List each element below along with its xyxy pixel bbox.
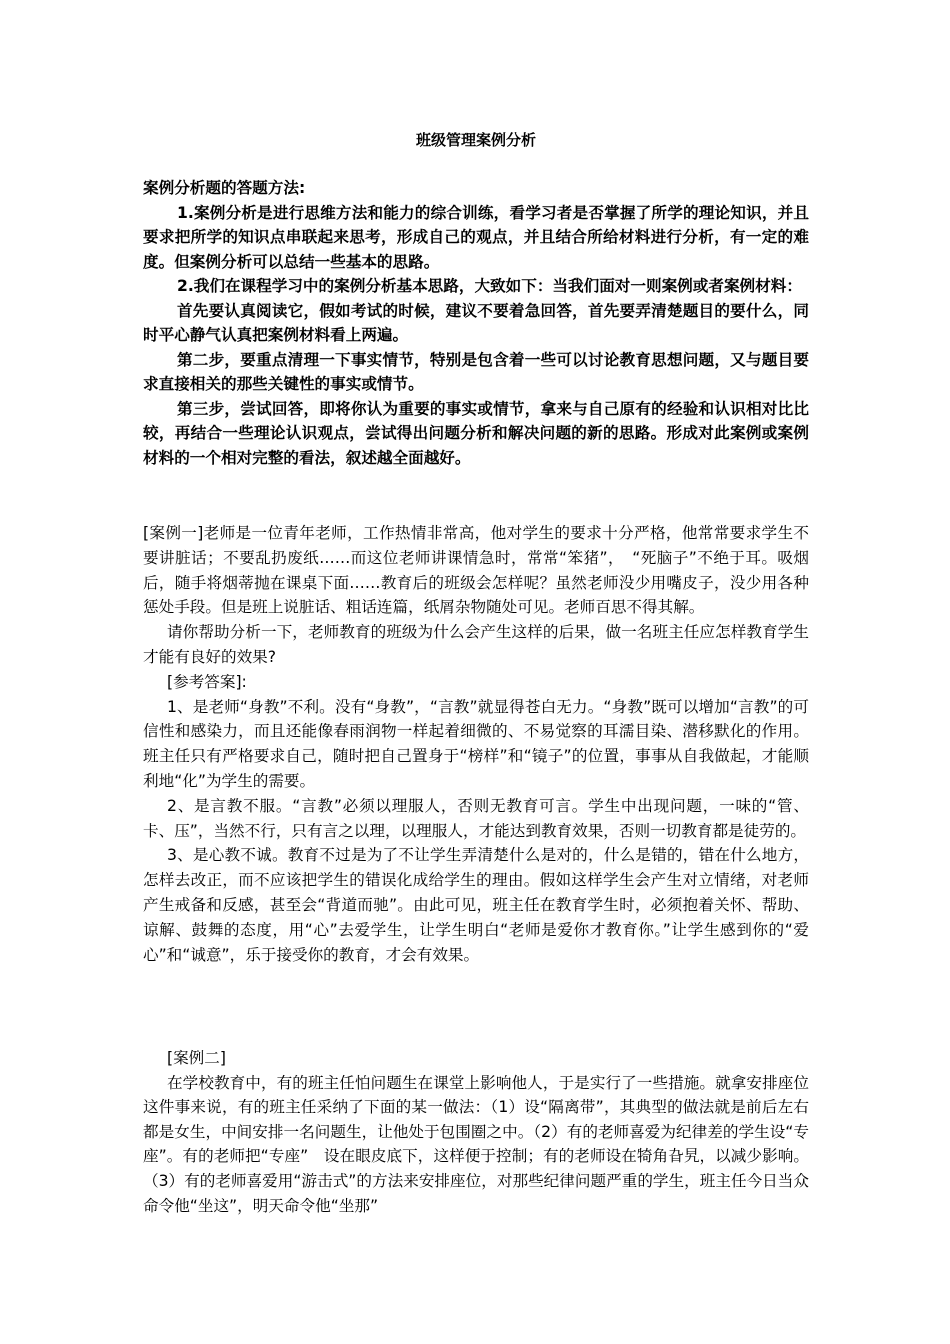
answer-item-2: 2、是言教不服。“言教”必须以理服人，否则无教育可言。学生中出现问题，一味的“管、卡、压”，当然不行，只有言之以理，以理服人，才能达到教育效果，否则一切教育都是徒劳的。 bbox=[143, 796, 809, 840]
method-paragraph-3: 首先要认真阅读它，假如考试的时候，建议不要着急回答，首先要弄清楚题目的要什么，同时平心静气认真把案例材料看上两遍。 bbox=[143, 301, 809, 344]
answer-method-section bbox=[143, 176, 809, 470]
method-paragraph-1: 1.案例分析是进行思维方法和能力的综合训练，看学习者是否掌握了所学的理论知识，并且要求把所学的知识点串联起来思考，形成自己的观点，并且结合所给材料进行分析，有一定的难度。但案例分析可以总结一些基本的思路。 bbox=[143, 203, 809, 271]
method-paragraph-2: 2.我们在课程学习中的案例分析基本思路，大致如下：当我们面对一则案例或者案例材料： bbox=[177, 277, 802, 295]
method-paragraph-5: 第三步，尝试回答，即将你认为重要的事实或情节，拿来与自己原有的经验和认识相对比比较，再结合一些理论认识观点，尝试得出问题分析和解决问题的新的思路。形成对此案例或案例材料的一个相对完整的看法，叙述越全面越好。 bbox=[143, 399, 809, 467]
document-title: 班级管理案例分析 bbox=[415, 131, 536, 149]
case-one-section bbox=[143, 521, 809, 967]
case-one-question: 请你帮助分析一下，老师教育的班级为什么会产生这样的后果，做一名班主任应怎样教育学生才能有良好的效果? bbox=[143, 623, 809, 666]
case-two-label: [案例二] bbox=[167, 1049, 226, 1067]
answer-item-3: 3、是心教不诚。教育不过是为了不让学生弄清楚什么是对的，什么是错的，错在什么地方，怎样去改正，而不应该把学生的错误化成给学生的理由。假如这样学生会产生对立情绪，对老师产生戒备和反感，甚至会“背道而驰”。由此可见，班主任在教育学生时，必须抱着关怀、帮助、谅解、鼓舞的态度，用“心”去爱学生，让学生明白“老师是爱你才教育你。”让学生感到你的“爱心”和“诚意”，乐于接受你的教育，才会有效果。 bbox=[143, 846, 809, 964]
case-one-body: [案例一]老师是一位青年老师，工作热情非常高，他对学生的要求十分严格，他常常要求学生不要讲脏话；不要乱扔废纸……而这位老师讲课情急时，常常“笨猪”， “死脑子”不绝于耳。吸烟后，随手将烟蒂抛在课桌下面……教育后的班级会怎样呢？虽然老师没少用嘴皮子，没少用各种惩处手段。但是班上说脏话、粗话连篇，纸屑杂物随处可见。老师百思不得其解。 bbox=[143, 524, 809, 617]
case-two-section bbox=[143, 1046, 809, 1218]
answer-item-1: 1、是老师“身教”不利。没有“身教”，“言教”就显得苍白无力。“身教”既可以增加“言教”的可信性和感染力，而且还能像春雨润物一样起着细微的、不易觉察的耳濡目染、潜移默化的作用。班主任只有严格要求自己，随时把自己置身于“榜样”和“镜子”的位置，事事从自我做起，才能顺利地“化”为学生的需要。 bbox=[143, 697, 809, 790]
method-heading: 案例分析题的答题方法: bbox=[143, 179, 306, 197]
case-two-body: 在学校教育中，有的班主任怕问题生在课堂上影响他人，于是实行了一些措施。就拿安排座位这件事来说，有的班主任采纳了下面的某一做法：（1）设“隔离带”，其典型的做法就是前后左右都是女生，中间安排一名问题生，让他处于包围圈之中。（2）有的老师喜爱为纪律差的学生设“专座”。有的老师把“专座” 设在眼皮底下，这样便于控制；有的老师设在犄角旮旯，以减少影响。（3）有的老师喜爱用“游击式”的方法来安排座位，对那些纪律问题严重的学生，班主任今日当众命令他“坐这”，明天命令他“坐那” bbox=[143, 1073, 809, 1215]
answer-label: [参考答案]: bbox=[167, 672, 247, 691]
method-paragraph-4: 第二步，要重点清理一下事实情节，特别是包含着一些可以讨论教育思想问题，又与题目要求直接相关的那些关键性的事实或情节。 bbox=[143, 350, 809, 393]
